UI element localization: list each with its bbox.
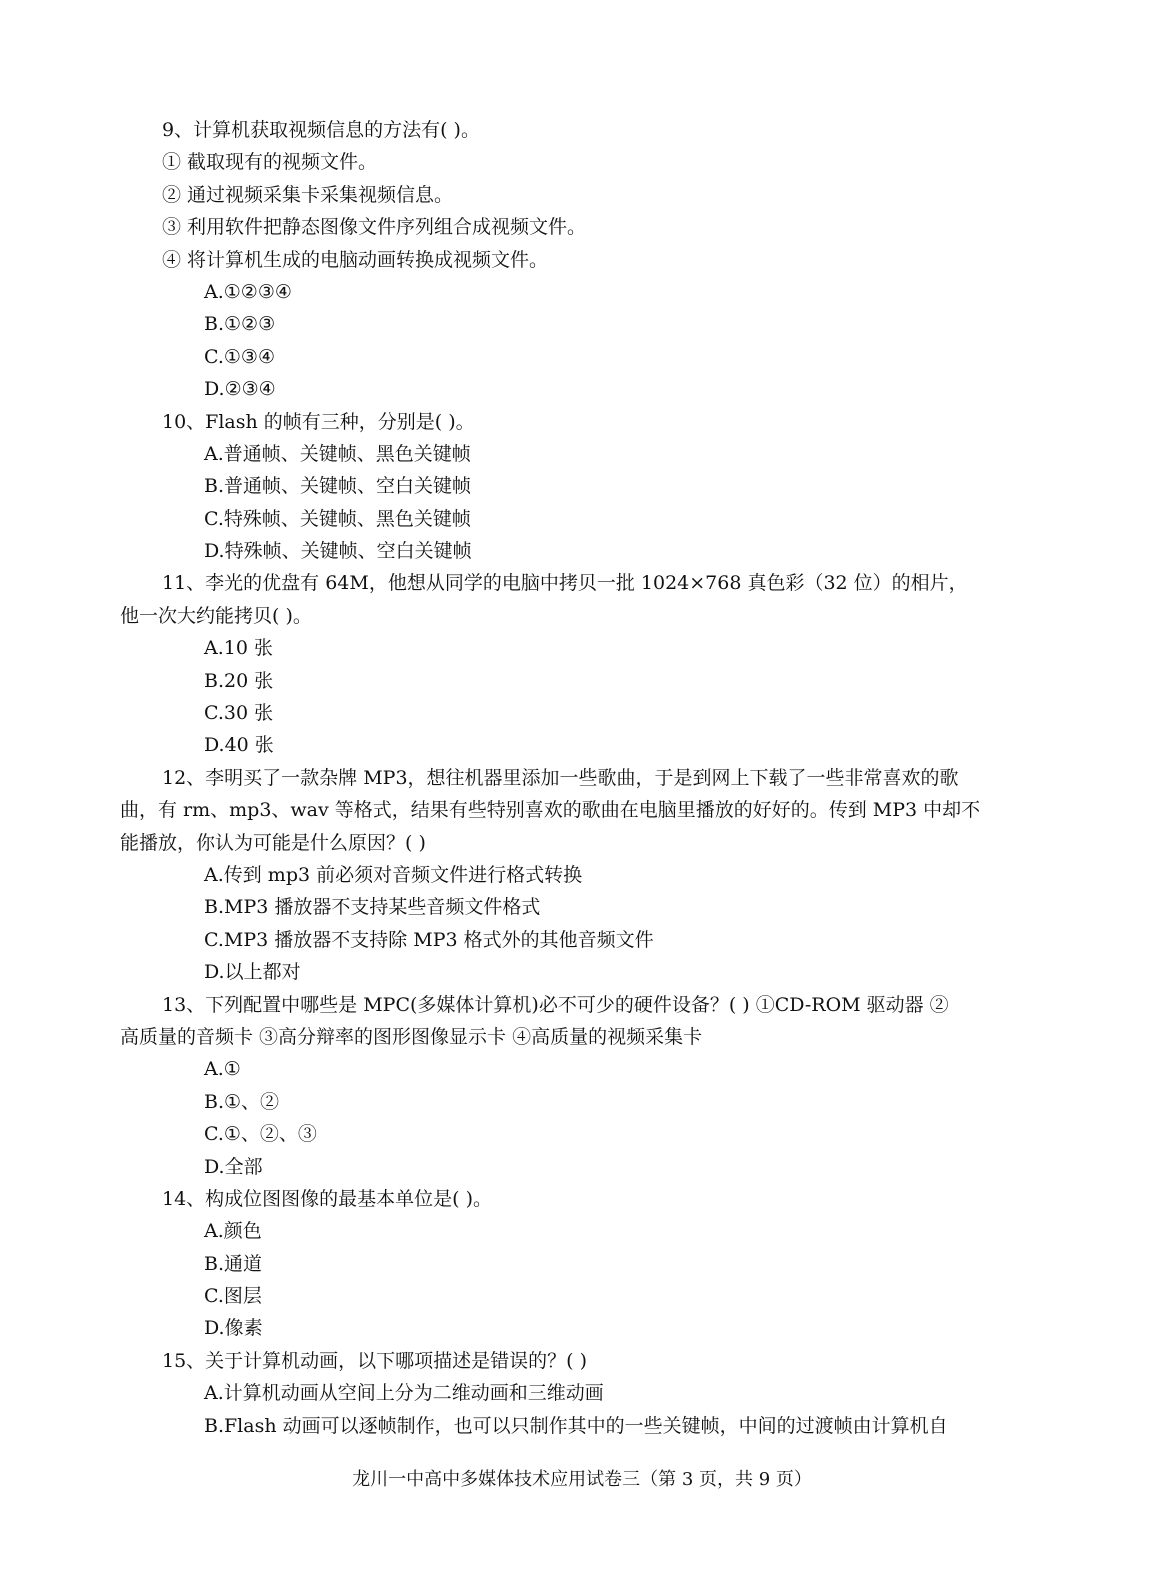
question-stem-continued: 他一次大约能拷贝( )。: [120, 604, 312, 627]
answer-option: A.①: [204, 1058, 241, 1081]
answer-option: A.10 张: [204, 637, 273, 660]
question-stem: 15、关于计算机动画，以下哪项描述是错误的？( ): [162, 1349, 588, 1372]
answer-option: D.特殊帧、关键帧、空白关键帧: [204, 540, 472, 563]
question-block: [120, 567, 1060, 761]
answer-option: B.①、②: [204, 1090, 280, 1113]
answer-option: C.图层: [204, 1285, 262, 1308]
answer-option: A.①②③④: [204, 280, 292, 303]
question-list: [120, 114, 1060, 1442]
answer-option: B.MP3 播放器不支持某些音频文件格式: [204, 896, 541, 919]
question-block: [120, 1183, 1060, 1345]
question-block: [120, 406, 1060, 568]
question-item: ① 截取现有的视频文件。: [162, 151, 378, 174]
question-item: ④ 将计算机生成的电脑动画转换成视频文件。: [162, 248, 549, 271]
question-stem-continued: 曲，有 rm、mp3、wav 等格式，结果有些特别喜欢的歌曲在电脑里播放的好好的。传到 MP3 中却不: [120, 799, 981, 822]
question-block: [120, 989, 1060, 1183]
answer-option: A.计算机动画从空间上分为二维动画和三维动画: [204, 1382, 604, 1405]
question-stem-continued: 高质量的音频卡 ③高分辩率的图形图像显示卡 ④高质量的视频采集卡: [120, 1025, 703, 1048]
answer-option: C.30 张: [204, 702, 274, 725]
question-stem: 12、李明买了一款杂牌 MP3，想往机器里添加一些歌曲，于是到网上下载了一些非常喜欢的歌: [162, 766, 959, 789]
answer-option: D.像素: [204, 1317, 263, 1340]
answer-option: C.MP3 播放器不支持除 MP3 格式外的其他音频文件: [204, 928, 654, 951]
answer-option: A.普通帧、关键帧、黑色关键帧: [204, 442, 471, 465]
answer-option: D.40 张: [204, 734, 274, 757]
answer-option: D.以上都对: [204, 961, 301, 984]
question-stem: 9、计算机获取视频信息的方法有( )。: [162, 119, 480, 141]
question-item: ② 通过视频采集卡采集视频信息。: [162, 183, 454, 206]
page-footer: 龙川一中高中多媒体技术应用试卷三（第 3 页，共 9 页）: [352, 1469, 812, 1490]
question-stem: 13、下列配置中哪些是 MPC(多媒体计算机)必不可少的硬件设备？( ) ①CD-ROM 驱动器 ②: [162, 993, 949, 1016]
question-block: [120, 762, 1060, 989]
answer-option: D.②③④: [204, 378, 276, 401]
answer-option: A.颜色: [204, 1220, 262, 1243]
question-stem: 11、李光的优盘有 64M，他想从同学的电脑中拷贝一批 1024×768 真色彩（32 位）的相片，: [162, 572, 968, 595]
answer-option: D.全部: [204, 1155, 263, 1178]
answer-option: B.通道: [204, 1252, 263, 1275]
answer-option: C.特殊帧、关键帧、黑色关键帧: [204, 507, 471, 530]
answer-option: C.①、②、③: [204, 1123, 317, 1146]
answer-option: B.①②③: [204, 313, 276, 336]
answer-option: B.20 张: [204, 669, 274, 692]
answer-option: B.普通帧、关键帧、空白关键帧: [204, 475, 472, 498]
question-item: ③ 利用软件把静态图像文件序列组合成视频文件。: [162, 216, 587, 239]
question-stem: 14、构成位图图像的最基本单位是( )。: [162, 1187, 493, 1210]
question-stem: 10、Flash 的帧有三种，分别是( )。: [162, 410, 475, 433]
question-block: [120, 114, 1060, 406]
answer-option: C.①③④: [204, 345, 275, 368]
answer-option: A.传到 mp3 前必须对音频文件进行格式转换: [204, 863, 583, 886]
question-block: [120, 1345, 1060, 1442]
answer-option: B.Flash 动画可以逐帧制作，也可以只制作其中的一些关键帧，中间的过渡帧由计算机自: [204, 1414, 948, 1437]
question-stem-continued: 能播放，你认为可能是什么原因？( ): [120, 831, 426, 854]
